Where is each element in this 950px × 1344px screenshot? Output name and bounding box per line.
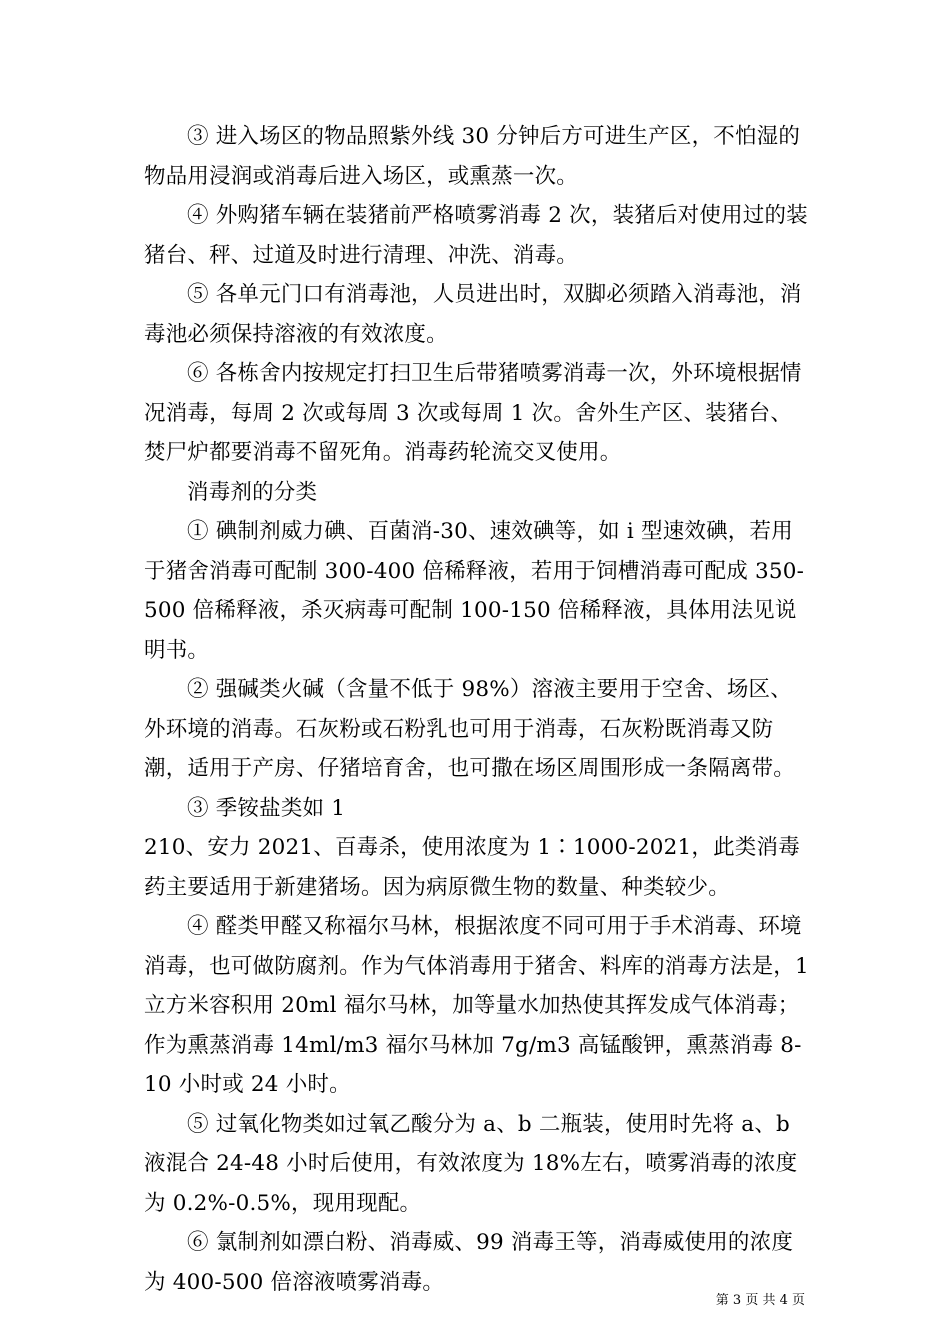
paragraph-item-entry: ③ 进入场区的物品照紫外线 30 分钟后方可进生产区，不怕湿的物品用浸润或消毒后进入场区，或熏蒸一次。 <box>144 124 801 189</box>
paragraph-disinfection-pool: ⑤ 各单元门口有消毒池，人员进出时，双脚必须踏入消毒池，消毒池必须保持溶液的有效浓度。 <box>144 282 802 347</box>
paragraph-vehicle-disinfection: ④ 外购猪车辆在装猪前严格喷雾消毒 2 次，装猪后对使用过的装猪台、秤、过道及时进行清理、冲洗、消毒。 <box>144 203 808 268</box>
paragraph-iodine-agents: ① 碘制剂威力碘、百菌消-30、速效碘等，如 i 型速效碘，若用于猪舍消毒可配制 300-400 倍稀释液，若用于饲槽消毒可配成 350-500 倍稀释液，杀灭病毒可配制 100-150 倍稀释液，具体用法见说明书。 <box>144 519 805 663</box>
paragraph-chlorine-agents: ⑥ 氯制剂如漂白粉、消毒威、99 消毒王等，消毒威使用的浓度为 400-500 倍溶液喷雾消毒。 <box>144 1230 794 1295</box>
paragraph-quaternary-ammonium-start: ③ 季铵盐类如 1 <box>187 795 346 821</box>
paragraph-aldehydes: ④ 醛类甲醛又称福尔马林，根据浓度不同可用于手术消毒、环境消毒，也可做防腐剂。作为气体消毒用于猪舍、料库的消毒方法是，1 立方米容积用 20ml 福尔马林，加等量水加热使其挥发成气体消毒；作为熏蒸消毒 14ml/m3 福尔马林加 7g/m3 高锰酸钾，熏蒸消毒 8-10 小时或 24 小时。 <box>144 914 809 1097</box>
paragraph-quaternary-ammonium-cont: 210、安力 2021、百毒杀，使用浓度为 1∶1000-2021，此类消毒药主要适用于新建猪场。因为病原微生物的数量、种类较少。 <box>144 835 800 900</box>
section-heading-disinfectant-types: 消毒剂的分类 <box>187 479 318 505</box>
paragraph-barn-spraying: ⑥ 各栋舍内按规定打扫卫生后带猪喷雾消毒一次，外环境根据情况消毒，每周 2 次或每周 3 次或每周 1 次。舍外生产区、装猪台、焚尸炉都要消毒不留死角。消毒药轮流交叉使用。 <box>144 361 802 465</box>
page-number-footer: 第 3 页 共 4 页 <box>715 1293 805 1308</box>
paragraph-strong-alkali: ② 强碱类火碱（含量不低于 98%）溶液主要用于空舍、场区、外环境的消毒。石灰粉或石粉乳也可用于消毒，石灰粉既消毒又防潮，适用于产房、仔猪培育舍，也可撒在场区周围形成一条隔离带。 <box>144 677 796 781</box>
paragraph-peroxides: ⑤ 过氧化物类如过氧乙酸分为 a、b 二瓶装，使用时先将 a、b 液混合 24-48 小时后使用，有效浓度为 18%左右，喷雾消毒的浓度为 0.2%-0.5%，现用现配。 <box>144 1111 798 1216</box>
document-body <box>144 117 809 1302</box>
